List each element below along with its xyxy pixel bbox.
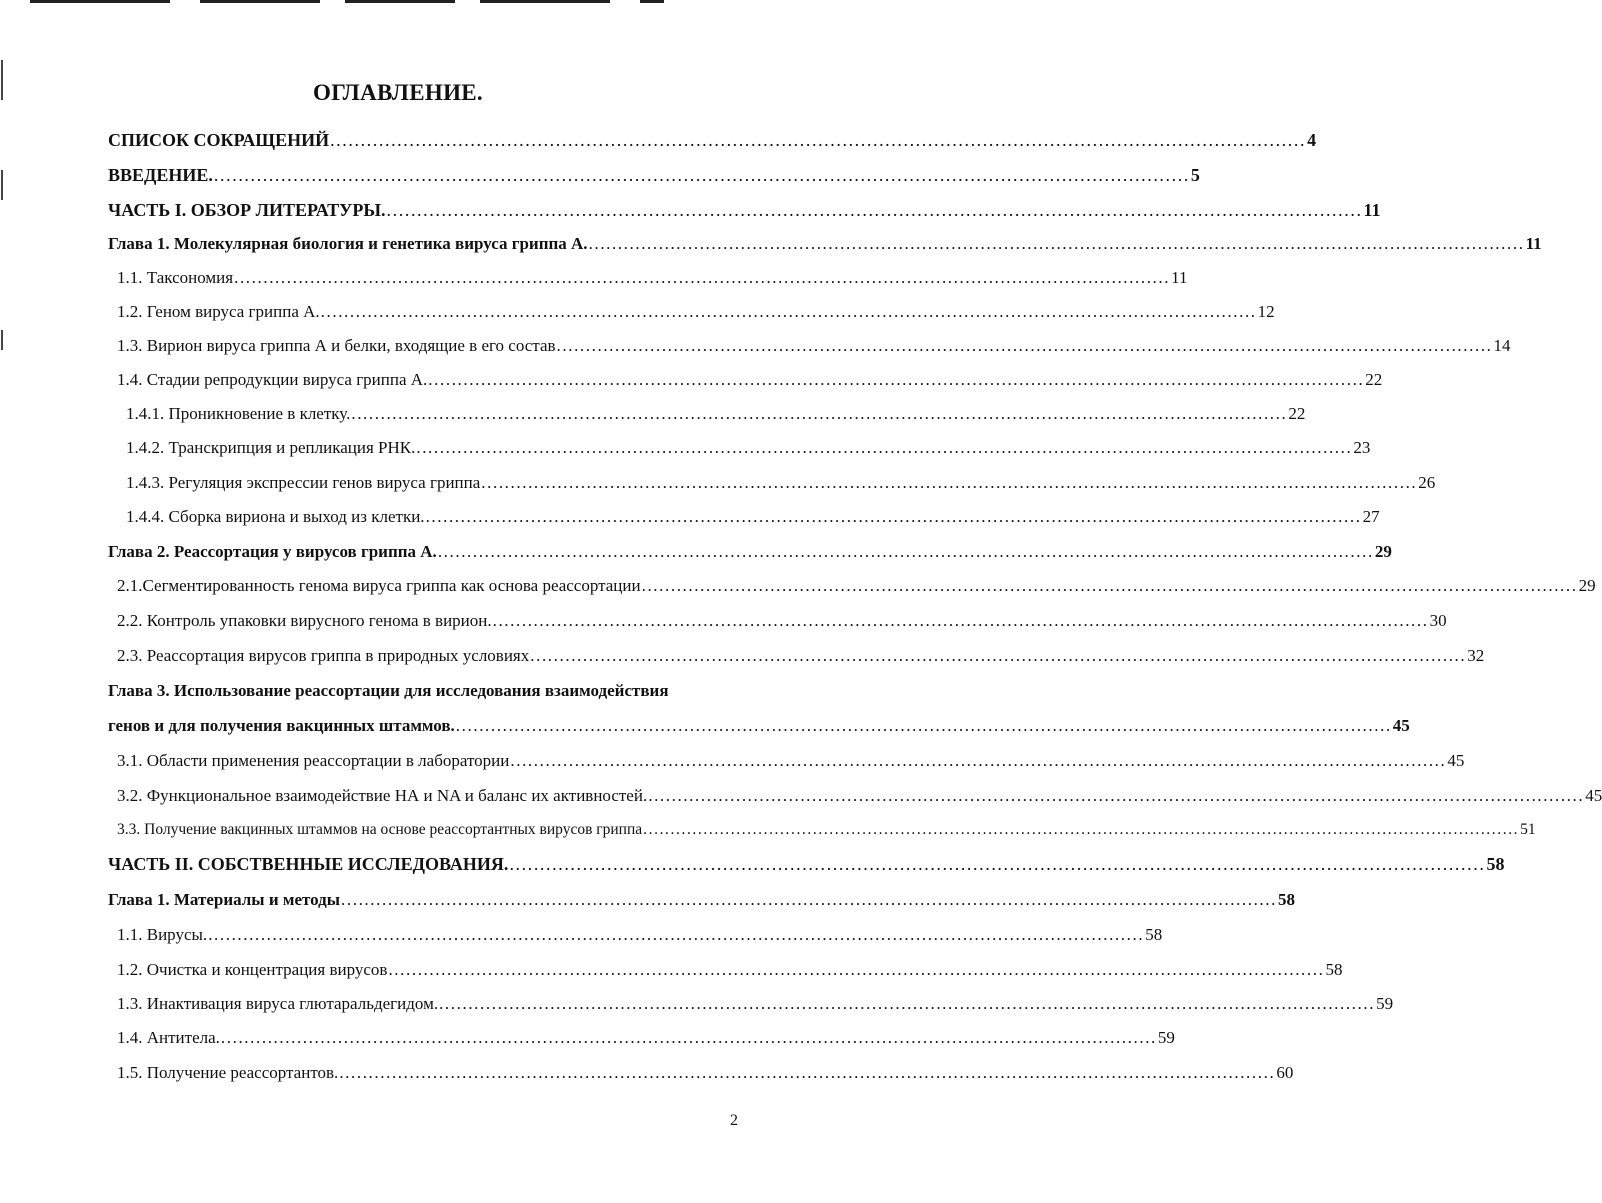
toc-leader: ................................................................................................................................................................ (641, 576, 1578, 595)
toc-entry-title: 3.3. Получение вакцинных штаммов на основе реассортантных вирусов гриппа (117, 821, 643, 838)
toc-page-number: 45 (1585, 786, 1602, 805)
scan-edge-top (0, 0, 796, 4)
scan-artifact (345, 0, 455, 3)
toc-entry-section[interactable] (117, 1057, 1294, 1089)
toc-page-number: 59 (1376, 994, 1394, 1013)
toc-entry-title: ЧАСТЬ II. СОБСТВЕННЫЕ ИССЛЕДОВАНИЯ. (108, 854, 509, 874)
toc-entry-title: СПИСОК СОКРАЩЕНИЙ (108, 130, 330, 150)
toc-entry-title: Глава 1. Молекулярная биология и генетика вируса гриппа А. (108, 234, 588, 253)
toc-page-number: 22 (1288, 404, 1306, 423)
toc-page-number: 60 (1276, 1063, 1294, 1082)
toc-entry-section[interactable] (117, 570, 1596, 602)
toc-entry-section[interactable] (117, 640, 1485, 672)
toc-entry-title: генов и для получения вакцинных штаммов. (108, 716, 455, 735)
toc-entry-subsection[interactable] (126, 432, 1371, 464)
toc-entry-title: 1.5. Получение реассортантов. (117, 1063, 339, 1082)
toc-page-number: 5 (1190, 165, 1200, 185)
toc-leader: ................................................................................................................................................................ (320, 302, 1257, 321)
toc-page-number: 14 (1493, 336, 1511, 355)
toc-entry-title: 2.3. Реассортация вирусов гриппа в природных условиях (117, 646, 530, 665)
toc-leader: ................................................................................................................................................................ (425, 507, 1362, 526)
toc-entry-title: 1.4. Антитела. (117, 1028, 220, 1047)
toc-entry-title: Глава 2. Реассортация у вирусов гриппа А. (108, 542, 437, 561)
toc-page-number: 4 (1307, 130, 1317, 150)
scan-artifact (480, 0, 610, 3)
toc-leader: ................................................................................................................................................................ (439, 994, 1376, 1013)
toc-entry-section[interactable] (117, 988, 1394, 1020)
toc-page-number: 11 (1525, 234, 1542, 253)
toc-entry-title: 1.4. Стадии репродукции вируса гриппа А. (117, 370, 428, 389)
toc-entry-section[interactable] (117, 780, 1602, 812)
toc-leader: ................................................................................................................................................................ (330, 130, 1307, 150)
toc-entry-section[interactable] (117, 364, 1383, 396)
toc-leader: ................................................................................................................................................................ (416, 438, 1353, 457)
toc-leader: ................................................................................................................................................................ (351, 404, 1288, 423)
toc-page-number: 23 (1353, 438, 1371, 457)
toc-entry-title: 3.2. Функциональное взаимодействие НА и NA и баланс их активностей. (117, 786, 648, 805)
toc-page-number: 11 (1363, 200, 1381, 220)
toc-leader: ................................................................................................................................................................ (510, 751, 1447, 770)
toc-page-number: 30 (1429, 611, 1447, 630)
toc-page-number: 11 (1171, 268, 1188, 287)
toc-entry-title: 3.1. Области применения реассортации в лаборатории (117, 751, 510, 770)
toc-entry-section[interactable] (117, 745, 1465, 777)
toc-entry-section[interactable] (117, 814, 1536, 846)
page-title: ОГЛАВЛЕНИЕ. (313, 80, 483, 105)
scan-artifact (1, 330, 3, 350)
toc-entry-chapter[interactable] (108, 536, 1392, 568)
toc-entry-introduction[interactable] (108, 159, 1200, 191)
toc-page-number: 58 (1325, 960, 1343, 979)
toc-entry-title: 1.4.2. Транскрипция и репликация РНК. (126, 438, 416, 457)
toc-leader: ................................................................................................................................................................ (556, 336, 1493, 355)
toc-entry-part-1[interactable] (108, 194, 1381, 226)
toc-page-number: 32 (1467, 646, 1485, 665)
toc-leader: ................................................................................................................................................................ (648, 786, 1585, 805)
page-number: 2 (730, 1112, 738, 1129)
toc-entry-part-2[interactable] (108, 848, 1505, 880)
toc-entry-title: 1.3. Инактивация вируса глютаральдегидом. (117, 994, 439, 1013)
toc-entry-chapter-continued[interactable] (108, 710, 1410, 742)
toc-entry-subsection[interactable] (126, 501, 1380, 533)
toc-entry-section[interactable] (117, 330, 1511, 362)
toc-leader: ................................................................................................................................................................ (388, 960, 1325, 979)
toc-page-number: 45 (1392, 716, 1410, 735)
toc-page-number: 58 (1486, 854, 1505, 874)
toc-entry-chapter[interactable] (108, 228, 1542, 260)
toc-leader: ................................................................................................................................................................ (339, 1063, 1276, 1082)
toc-page-number: 27 (1362, 507, 1380, 526)
toc-leader: ................................................................................................................................................................ (437, 542, 1374, 561)
toc-entry-section[interactable] (117, 605, 1447, 637)
toc-entry-title: ЧАСТЬ I. ОБЗОР ЛИТЕРАТУРЫ. (108, 200, 386, 220)
toc-leader: ................................................................................................................................................................ (213, 165, 1190, 185)
toc-entry-title: ВВЕДЕНИЕ. (108, 165, 213, 185)
toc-page-number: 58 (1278, 890, 1296, 909)
scan-artifact (1, 170, 3, 200)
toc-entry-title: 1.4.1. Проникновение в клетку. (126, 404, 351, 423)
toc-entry-chapter[interactable] (108, 675, 738, 707)
toc-entry-title: Глава 3. Использование реассортации для исследования взаимодействия (108, 681, 669, 700)
toc-page-number: 59 (1157, 1028, 1175, 1047)
toc-leader: ................................................................................................................................................................ (530, 646, 1467, 665)
toc-leader: ................................................................................................................................................................ (386, 200, 1363, 220)
toc-entry-title: 1.4.3. Регуляция экспрессии генов вируса гриппа (126, 473, 481, 492)
toc-entry-title: 1.4.4. Сборка вириона и выход из клетки. (126, 507, 425, 526)
toc-entry-title: 1.2. Очистка и концентрация вирусов (117, 960, 388, 979)
toc-entry-section[interactable] (117, 1022, 1175, 1054)
toc-entry-subsection[interactable] (126, 398, 1306, 430)
toc-entry-abbreviations[interactable] (108, 124, 1317, 156)
toc-page-number: 29 (1578, 576, 1596, 595)
toc-entry-section[interactable] (117, 954, 1343, 986)
toc-entry-title: 2.1.Сегментированность генома вируса гриппа как основа реассортации (117, 576, 641, 595)
scan-edge-left (0, 0, 4, 1203)
toc-leader: ................................................................................................................................................................ (234, 268, 1171, 287)
toc-page-number: 22 (1365, 370, 1383, 389)
toc-entry-chapter[interactable] (108, 884, 1296, 916)
toc-leader: ................................................................................................................................................................ (428, 370, 1365, 389)
toc-page-number: 26 (1418, 473, 1436, 492)
toc-page-number: 45 (1447, 751, 1465, 770)
toc-leader: ................................................................................................................................................................ (341, 890, 1278, 909)
toc-leader: ................................................................................................................................................................ (481, 473, 1418, 492)
toc-entry-section[interactable] (117, 296, 1275, 328)
toc-leader: ................................................................................................................................................................ (220, 1028, 1157, 1047)
toc-entry-title: 1.3. Вирион вируса гриппа А и белки, входящие в его состав (117, 336, 556, 355)
scan-artifact (30, 0, 170, 3)
toc-entry-title: Глава 1. Материалы и методы (108, 890, 341, 909)
toc-leader: ................................................................................................................................................................ (588, 234, 1525, 253)
toc-leader: ................................................................................................................................................................ (492, 611, 1429, 630)
toc-leader: ................................................................................................................................................................ (643, 821, 1520, 838)
toc-page-number: 58 (1145, 925, 1163, 944)
scan-artifact (640, 0, 664, 3)
toc-entry-title: 2.2. Контроль упаковки вирусного генома в вирион. (117, 611, 492, 630)
toc-entry-section[interactable] (117, 919, 1163, 951)
toc-entry-title: 1.2. Геном вируса гриппа А. (117, 302, 320, 321)
toc-page-number: 29 (1374, 542, 1392, 561)
toc-leader: ................................................................................................................................................................ (455, 716, 1392, 735)
scan-artifact (200, 0, 320, 3)
toc-leader: ................................................................................................................................................................ (208, 925, 1145, 944)
toc-entry-section[interactable] (117, 262, 1188, 294)
toc-entry-title: 1.1. Вирусы. (117, 925, 208, 944)
toc-leader: ................................................................................................................................................................ (509, 854, 1486, 874)
toc-page-number: 12 (1257, 302, 1275, 321)
toc-page-number: 51 (1520, 821, 1536, 838)
toc-entry-title: 1.1. Таксономия (117, 268, 234, 287)
toc-entry-subsection[interactable] (126, 467, 1436, 499)
